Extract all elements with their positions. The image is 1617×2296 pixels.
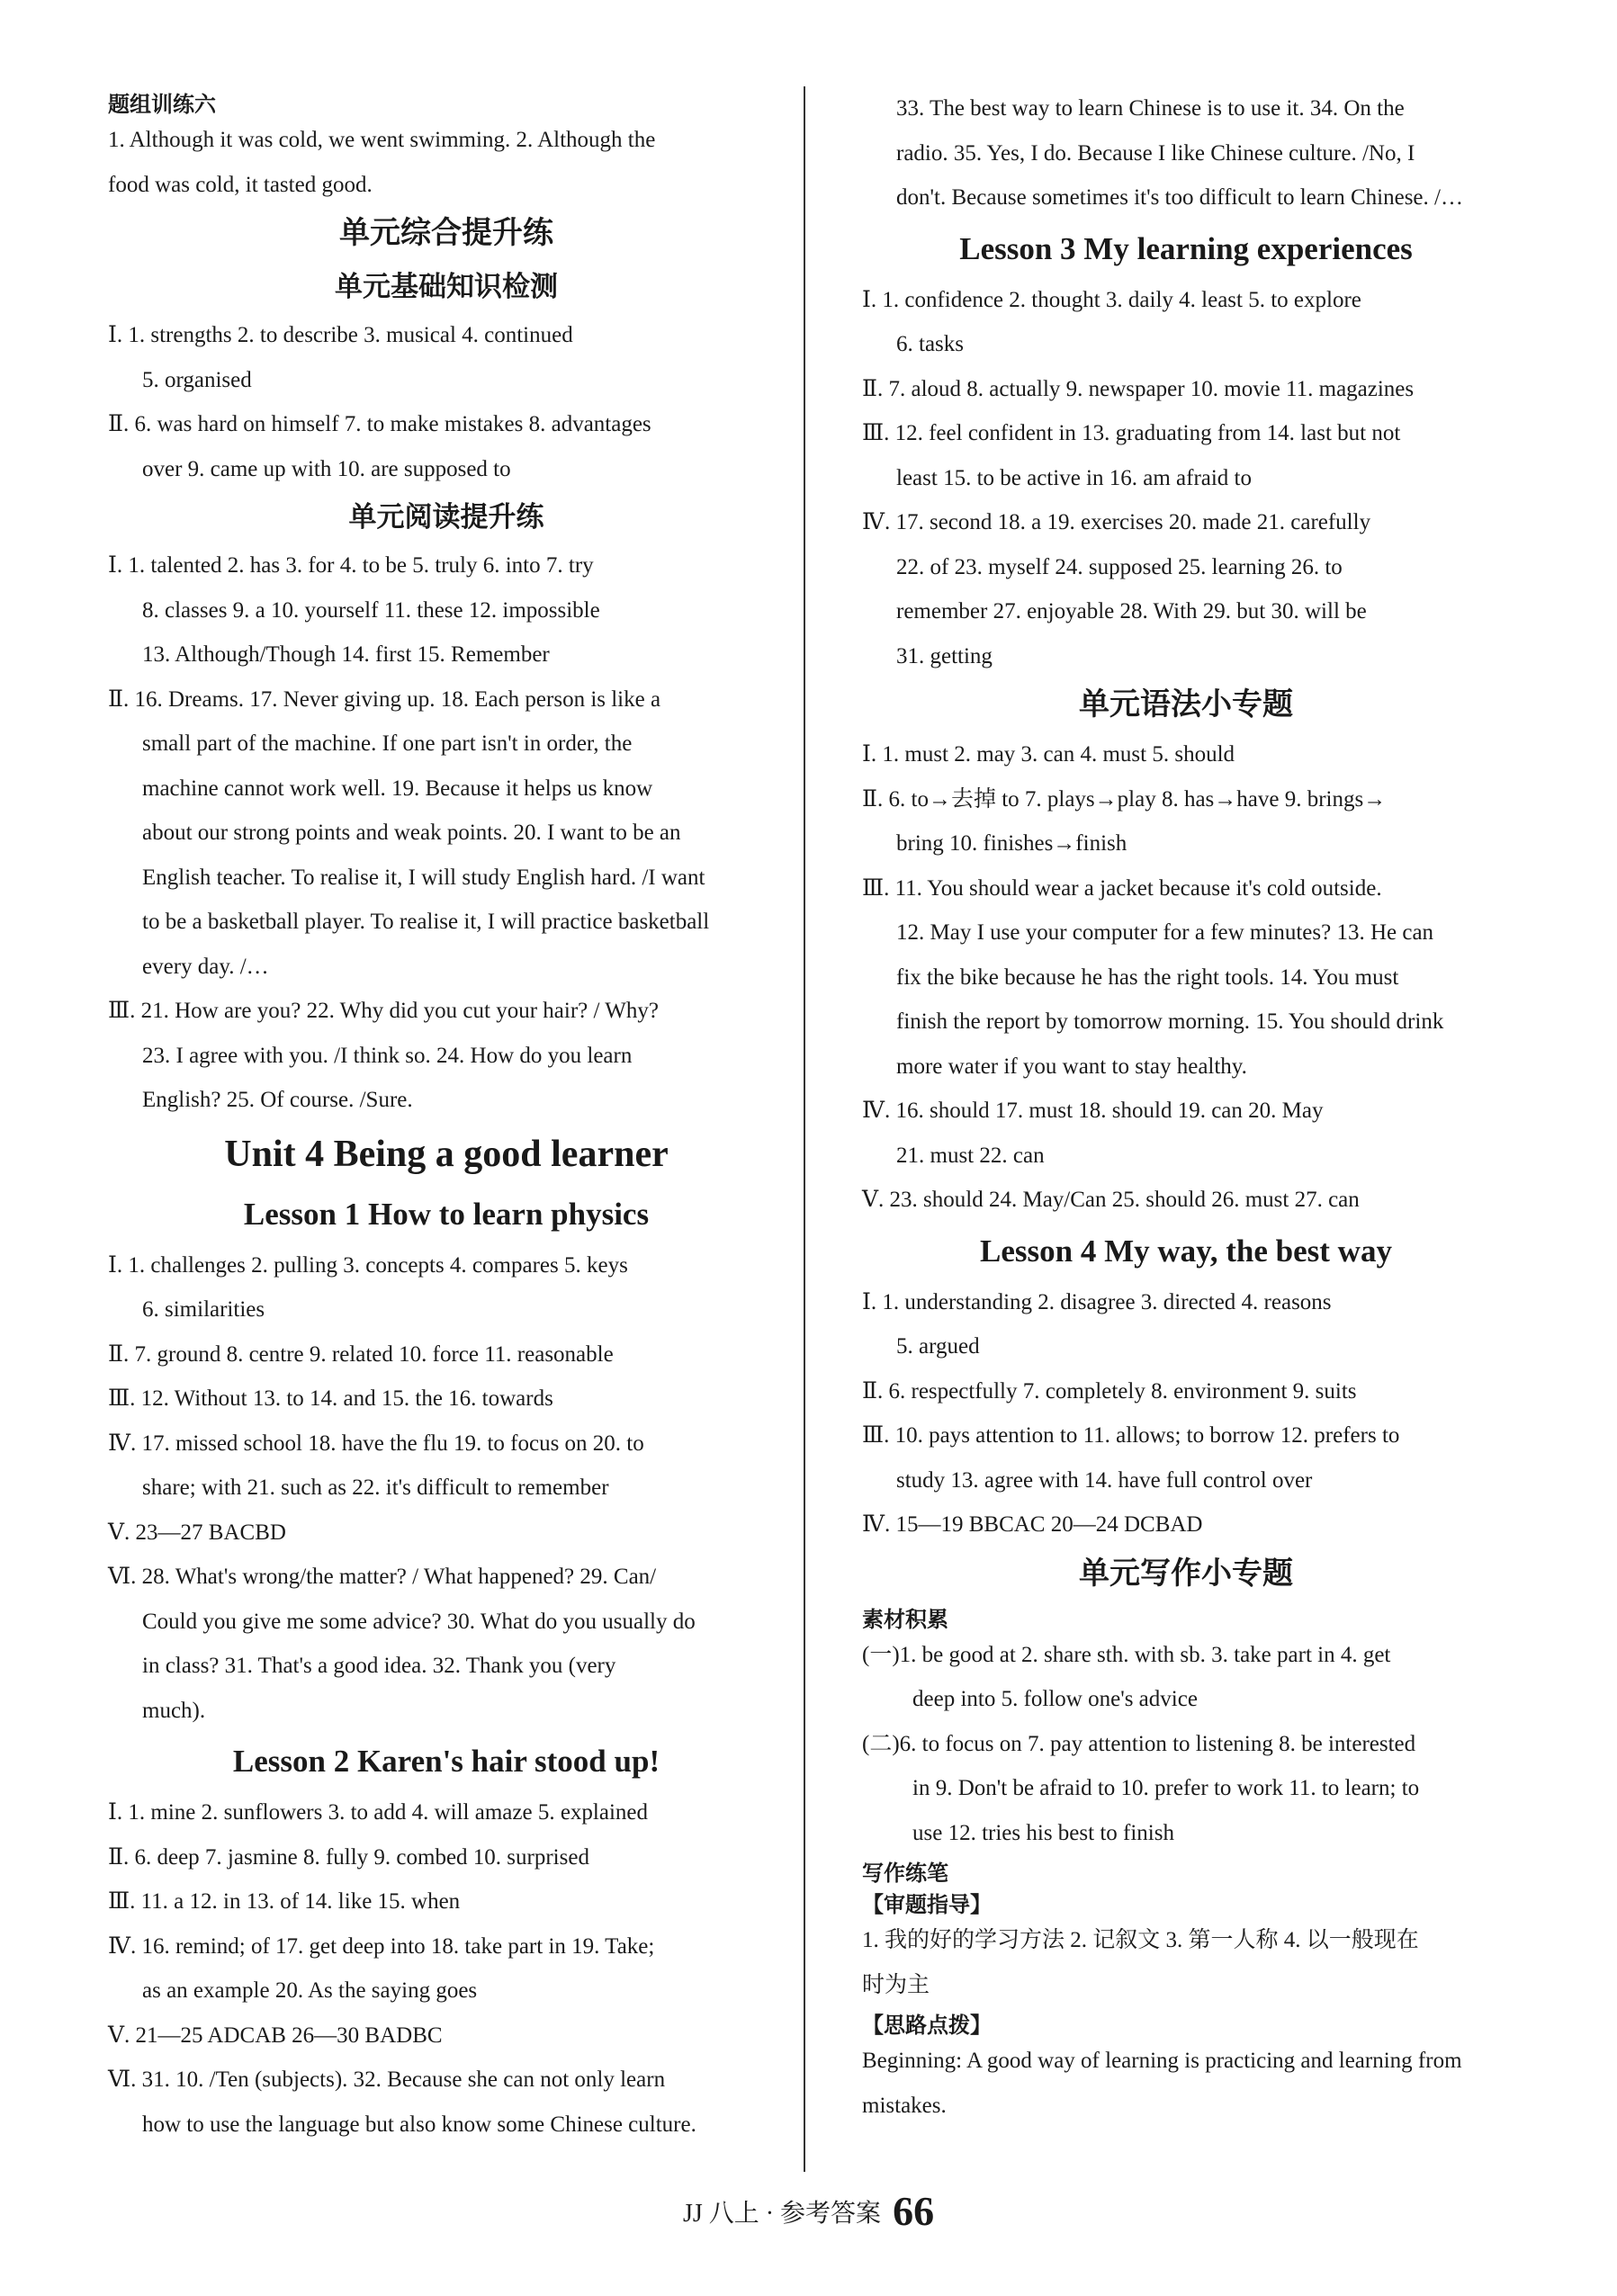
answer-line: Ⅰ. 1. must 2. may 3. can 4. must 5. should [862,742,1235,767]
answer-line: Ⅲ. 11. You should wear a jacket because it's cold outside. [862,875,1382,901]
answer-line: 13. Although/Though 14. first 15. Remember [142,642,550,667]
answer-line: Ⅳ. 17. missed school 18. have the flu 19. to focus on 20. to [108,1431,644,1456]
subsection-title: 单元阅读提升练 [348,501,544,533]
answer-line: Ⅲ. 12. feel confident in 13. graduating from 14. last but not [862,421,1401,445]
answer-line: Ⅵ. 31. 10. /Ten (subjects). 32. Because she can not only learn [108,2067,666,2092]
answer-line: Ⅳ. 16. remind; of 17. get deep into 18. take part in 19. Take; [108,1933,655,1959]
group-label: 写作练笔 [862,1862,948,1886]
answer-line: least 15. to be active in 16. am afraid to [896,465,1253,490]
answer-line: 21. must 22. can [896,1143,1045,1168]
answer-line: use 12. tries his best to finish [912,1820,1174,1845]
answer-line: 23. I agree with you. /I think so. 24. How do you learn [142,1043,633,1068]
group-label: 【思路点拨】 [862,2014,992,2038]
answer-line: much). [142,1698,206,1723]
answer-line: Ⅳ. 16. should 17. must 18. should 19. can 20. May [862,1099,1324,1123]
group-label: 题组训练六 [108,94,216,117]
answer-line: 22. of 23. myself 24. supposed 25. learning 26. to [896,554,1343,579]
answer-line: over 9. came up with 10. are supposed to [142,456,511,481]
answer-line: Ⅲ. 11. a 12. in 13. of 14. like 15. when [108,1889,461,1914]
answer-line: 8. classes 9. a 10. yourself 11. these 12. impossible [142,597,600,623]
lesson-title: Lesson 3 My learning experiences [959,230,1413,266]
column-divider [804,86,805,2172]
answer-line: (一)1. be good at 2. share sth. with sb. 3. take part in 4. get [862,1642,1391,1667]
section-title: 单元综合提升练 [339,217,553,250]
answer-line: Ⅰ. 1. mine 2. sunflowers 3. to add 4. will amaze 5. explained [108,1800,649,1825]
answer-line: deep into 5. follow one's advice [912,1687,1198,1711]
answer-line: Could you give me some advice? 30. What do you usually do [142,1609,696,1634]
answer-line: 31. getting [896,643,993,668]
answer-line: Ⅳ. 17. second 18. a 19. exercises 20. made 21. carefully [862,510,1371,534]
answer-line: mistakes. [862,2093,947,2118]
answer-line: Ⅱ. 6. deep 7. jasmine 8. fully 9. combed 10. surprised [108,1844,589,1870]
answer-line: 时为主 [862,1972,930,1997]
answer-line: how to use the language but also know some Chinese culture. [142,2112,696,2137]
answer-line: Ⅲ. 21. How are you? 22. Why did you cut your hair? / Why? [108,999,659,1023]
answer-line: remember 27. enjoyable 28. With 29. but 30. will be [896,599,1367,623]
section-title: 单元写作小专题 [1079,1556,1293,1591]
answer-line: Ⅰ. 1. talented 2. has 3. for 4. to be 5. truly 6. into 7. try [108,553,594,578]
answer-line: Ⅳ. 15—19 BBCAC 20—24 DCBAD [862,1512,1203,1537]
answer-line: small part of the machine. If one part isn't in order, the [142,731,633,756]
right-column [862,86,1510,2128]
answer-line: Ⅲ. 12. Without 13. to 14. and 15. the 16. towards [108,1386,553,1411]
answer-line: share; with 21. such as 22. it's difficult to remember [142,1475,609,1500]
section-title: 单元语法小专题 [1079,688,1293,722]
answer-line: about our strong points and weak points. 20. I want to be an [142,821,681,845]
answer-line: Beginning: A good way of learning is practicing and learning from [862,2049,1462,2073]
answer-line: 12. May I use your computer for a few minutes? 13. He can [896,920,1434,945]
answer-line: Ⅱ. 6. was hard on himself 7. to make mistakes 8. advantages [108,412,651,436]
answer-line: more water if you want to stay healthy. [896,1054,1247,1079]
answer-line: in class? 31. That's a good idea. 32. Thank you (very [142,1654,616,1678]
left-column [108,86,785,2147]
answer-line: Ⅱ. 6. respectfully 7. completely 8. environment 9. suits [862,1378,1357,1404]
answer-line: Ⅰ. 1. understanding 2. disagree 3. directed 4. reasons [862,1289,1332,1314]
answer-line: Ⅱ. 7. aloud 8. actually 9. newspaper 10. movie 11. magazines [862,376,1415,401]
group-label: 【审题指导】 [862,1894,992,1917]
answer-line: every day. /… [142,954,269,979]
answer-line: English? 25. Of course. /Sure. [142,1088,413,1112]
answer-line: Ⅰ. 1. confidence 2. thought 3. daily 4. least 5. to explore [862,287,1361,312]
answer-line: Ⅴ. 21—25 ADCAB 26—30 BADBC [108,2022,443,2048]
answer-line: to be a basketball player. To realise it, I will practice basketball [142,910,710,934]
answer-line: 6. tasks [896,332,964,356]
answer-line: radio. 35. Yes, I do. Because I like Chinese culture. /No, I [896,140,1415,166]
answer-line: study 13. agree with 14. have full control over [896,1467,1313,1493]
answer-line: 1. 我的好的学习方法 2. 记叙文 3. 第一人称 4. 以一般现在 [862,1928,1419,1952]
lesson-title: Lesson 4 My way, the best way [980,1233,1392,1269]
subsection-title: 单元基础知识检测 [335,271,558,302]
answer-line: Ⅱ. 6. to→去掉 to 7. plays→play 8. has→have 9. brings→ [862,786,1387,812]
answer-line: Ⅲ. 10. pays attention to 11. allows; to borrow 12. prefers to [862,1423,1400,1448]
lesson-title: Lesson 1 How to learn physics [243,1196,650,1232]
answer-line: finish the report by tomorrow morning. 15. You should drink [896,1009,1444,1034]
answer-line: food was cold, it tasted good. [108,172,373,197]
answer-line: machine cannot work well. 19. Because it helps us know [142,776,653,801]
answer-line: Ⅰ. 1. strengths 2. to describe 3. musical 4. continued [108,323,573,347]
answer-line: (二)6. to focus on 7. pay attention to listening 8. be interested [862,1731,1416,1756]
answer-line: 5. organised [142,367,252,392]
answer-line: Ⅵ. 28. What's wrong/the matter? / What happened? 29. Can/ [108,1565,657,1589]
unit-title: Unit 4 Being a good learner [224,1133,669,1175]
answer-line: English teacher. To realise it, I will study English hard. /I want [142,865,705,890]
answer-line: Ⅱ. 7. ground 8. centre 9. related 10. force 11. reasonable [108,1341,614,1367]
answer-line: in 9. Don't be afraid to 10. prefer to work 11. to learn; to [912,1776,1420,1800]
answer-line: as an example 20. As the saying goes [142,1978,478,2003]
answer-line: Ⅴ. 23. should 24. May/Can 25. should 26. must 27. can [862,1188,1360,1212]
answer-line: 1. Although it was cold, we went swimming. 2. Although the [108,128,656,152]
answer-line: Ⅰ. 1. challenges 2. pulling 3. concepts 4. compares 5. keys [108,1252,628,1278]
answer-line: 33. The best way to learn Chinese is to use it. 34. On the [896,96,1405,121]
answer-line: Ⅱ. 16. Dreams. 17. Never giving up. 18. Each person is like a [108,686,661,712]
answer-line: 6. similarities [142,1297,265,1322]
answer-line: fix the bike because he has the right tools. 14. You must [896,964,1399,990]
footer-label: JJ 八上 · 参考答案 [682,2200,882,2228]
page-number: 66 [893,2188,935,2234]
answer-line: 5. argued [896,1334,980,1359]
answer-line: don't. Because sometimes it's too difficult to learn Chinese. /… [896,185,1463,210]
lesson-title: Lesson 2 Karen's hair stood up! [232,1744,660,1779]
answer-line: Ⅴ. 23—27 BACBD [108,1520,286,1545]
group-label: 素材积累 [862,1608,948,1632]
answer-line: bring 10. finishes→finish [896,831,1127,856]
page-footer [0,2184,1617,2241]
